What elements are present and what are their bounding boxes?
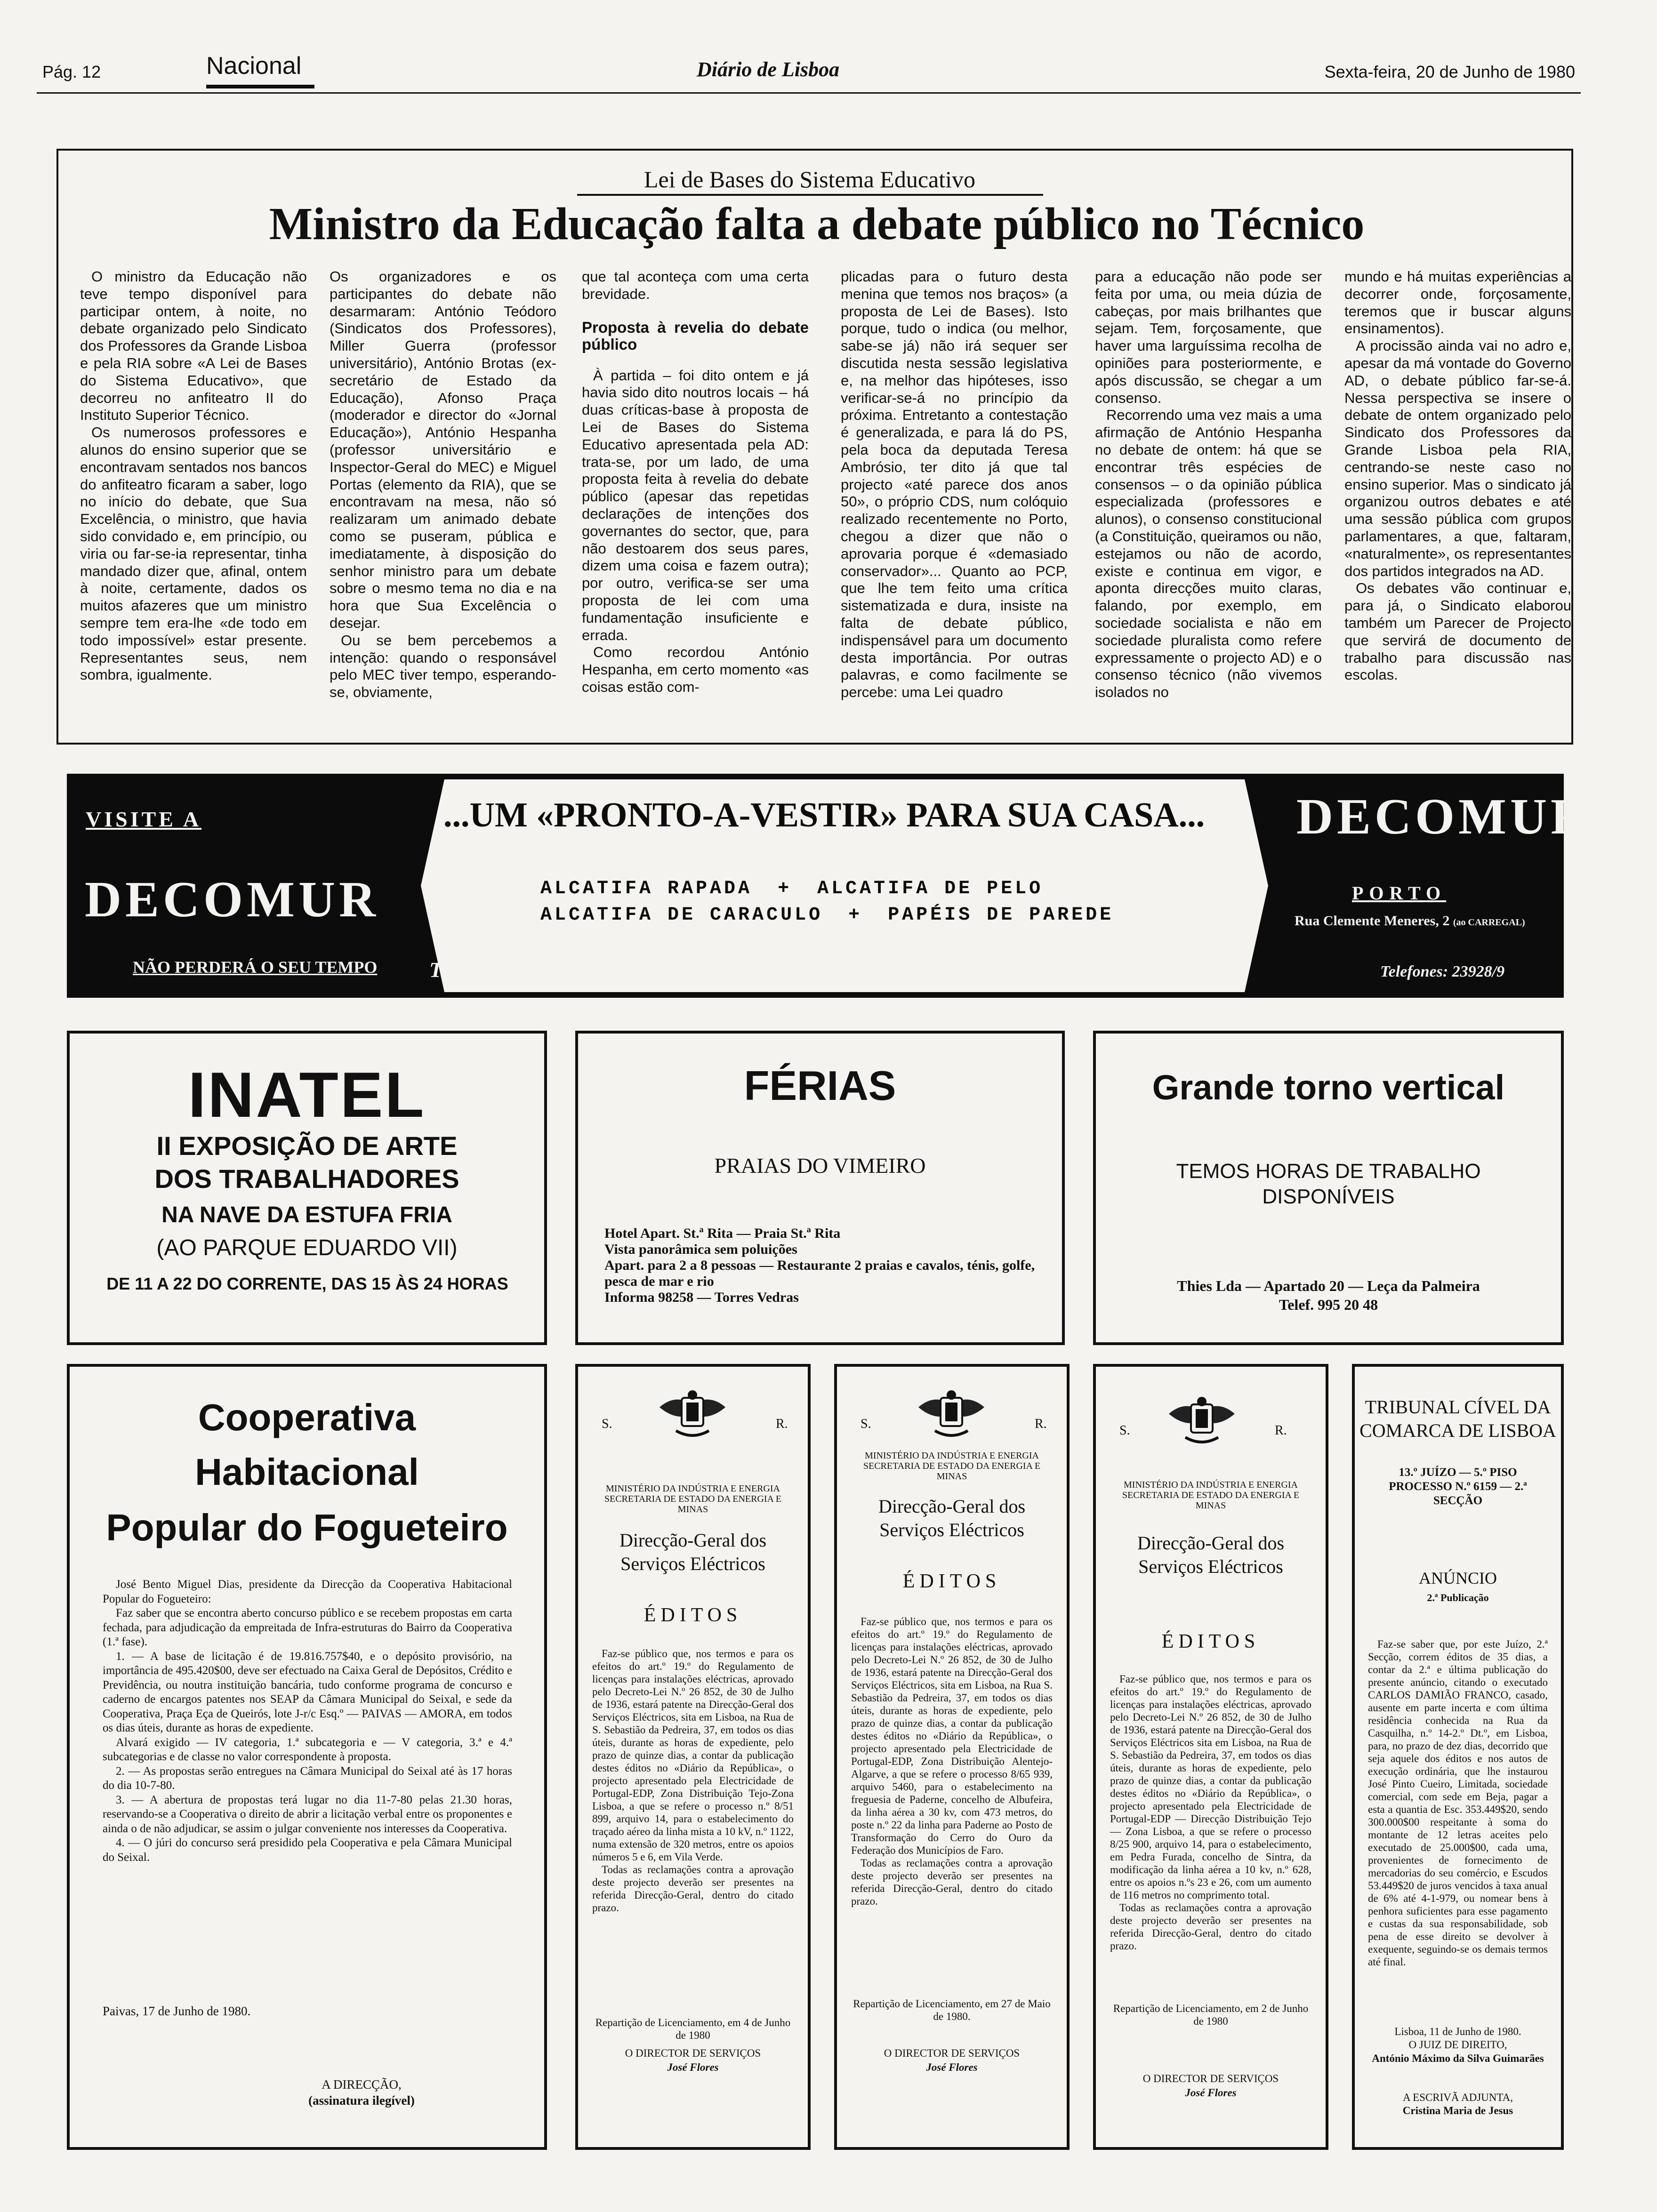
edito-rep: Repartição de Licenciamento, em 4 de Junho de 1980 [595,2017,791,2041]
edito-ministry: MINISTÉRIO DA INDÚSTRIA E ENERGIA SECRETARIA DE ESTADO DA ENERGIA E MINAS [604,1483,782,1515]
torno-line-2: DISPONÍVEIS [1262,1185,1395,1208]
edito-body [592,1647,794,2010]
coat-of-arms-icon [657,1388,728,1440]
article-column-1 [80,268,307,720]
tribunal-title-2: COMARCA DE LISBOA [1359,1420,1556,1441]
ferias-ad [575,1031,1065,1345]
edito-r: R. [1275,1423,1287,1438]
section-underline [206,85,314,88]
plus-sign: + [848,905,863,926]
section-title: Nacional [206,52,302,80]
address-text: Rua Clemente Meneres, 2 [1295,913,1450,929]
coop-place-date: Paivas, 17 de Junho de 1980. [103,2004,251,2018]
coop-notice [67,1364,547,2150]
page-number: Pág. 12 [42,62,101,81]
tribunal-anuncio: ANÚNCIO [1419,1569,1497,1587]
article-paragraph: A procissão ainda vai no adro e, apesar da má vontade do Governo AD, o debate público far-se-á. Nessa perspectiva se insere o debate de ontem organizado pelo Sindicato dos Professores da Grande Lisboa pela RIA, centrando-se neste caso no ensino superior. Mas o sindicato já organizou outros debates e até uma sessão pública com grupos parlamentares, a que, faltaram, «naturalmente», os representantes dos partidos integrados na AD. [1344,337,1571,579]
edito-title: ÉDITOS [902,1571,1001,1592]
banner-phone: Telefones: 23928/9 [1380,963,1505,980]
coop-title-2: Habitacional [195,1451,419,1493]
torno-line-1: TEMOS HORAS DE TRABALHO [1176,1160,1481,1183]
article-paragraph: Como recordou António Hespanha, em certo momento «as coisas estão com- [582,644,809,695]
product-alcatifa-pelo: ALCATIFA DE PELO [817,878,1044,899]
address-note: (ao CARREGAL) [1453,917,1525,928]
edito-r: R. [1035,1417,1047,1431]
article-column-5 [1095,268,1322,720]
inatel-title: INATEL [188,1059,426,1130]
plus-sign: + [778,878,792,899]
banner-line-2 [540,905,1114,926]
masthead: Diário de Lisboa [697,58,840,81]
product-alcatifa-caraculo: ALCATIFA DE CARACULO [540,905,823,926]
product-papeis-parede: PAPÉIS DE PAREDE [888,905,1114,926]
banner-bottom: TUDO AOS MELHORES PREÇOS DO MERCADO [429,958,1133,982]
ferias-title: FÉRIAS [744,1062,896,1109]
edito-body [1110,1673,1311,1993]
edito-body [851,1615,1053,1992]
article-paragraph: para a educação não pode ser feita por uma, ou meia dúzia de cabeças, por mais brilhantes que sejam. Tem, forçosamente, que haver uma larguíssima recolha de opiniões para posteriormente, e após discussão, se chegar a um consenso. [1095,268,1322,406]
coop-para: Alvará exigido — IV categoria, 1.ª subcategoria e — V categoria, 3.ª e 4.ª subcategorias e de classe no valor correspondente à proposta. [103,1736,512,1763]
coop-para: Faz saber que se encontra aberto concurso público e se recebem propostas em carta fechada, para adjudicação da empreitada de Infra-estruturas do Bairro da Cooperativa (1.ª fase). [103,1607,512,1648]
edito-notice-3 [1093,1364,1328,2150]
ferias-subtitle: PRAIAS DO VIMEIRO [714,1154,926,1178]
edito-dg: Direcção-Geral dos Serviços Eléctricos [1137,1532,1285,1577]
header-rule [37,92,1581,94]
edito-para: Todas as reclamações contra a aprovação deste projecto deverão ser presentes na referida Direcção-Geral, dentro do citado prazo. [592,1864,794,1914]
tribunal-notice [1352,1364,1564,2150]
article-paragraph: À partida – foi dito ontem e já havia sido dito noutros locais – há duas críticas-base à proposta de Lei de Bases do Sistema Educativo apresentada pela AD: trata-se, por um lado, de uma proposta feita à revelia do debate público (apesar das repetidas declarações de intenções dos governantes do sector, que, para não destoarem dos seus pares, dizem uma coisa e fazem outra); por outro, verifica-se ser uma proposta de lei com uma fundamentação insuficiente e errada. [582,367,809,643]
edito-para: Faz-se público que, nos termos e para os efeitos do art.º 19.º do Regulamento de licenças para instalações eléctricas, aprovado pelo Decreto-Lei N.º 26 852, de 30 de Julho de 1936, estará patente na Direcção-Geral dos Serviços Eléctricos, sita em Lisboa, na Rua S. Sebastião da Pedreira, 37, em todos os dias úteis, durante as horas de expediente, pelo prazo de quinze dias, a contar da publicação destes éditos no «Diário da República», o projecto apresentado pela Electricidade de Portugal-EDP, Zona Distribuição Alentejo-Algarve, a que se refere o processo 8/65 939, arquivo 5460, para o estabelecimento na freguesia de Paderne, concelho de Albufeira, da linha aérea a 30 kv, com 473 metros, do poste n.º 22 da linha para Paderne ao Posto de Transformação do Cerro do Ouro da Federação dos Municípios de Faro. [851,1616,1053,1856]
banner-slogan: ...UM «PRONTO-A-VESTIR» PARA SUA CASA... [443,796,1205,834]
coop-sign: A DIRECÇÃO, [322,2077,402,2092]
edito-title: ÉDITOS [1161,1631,1260,1652]
edito-notice-2 [834,1364,1070,2150]
tribunal-body [1368,1638,1548,2019]
torno-ad [1093,1031,1564,1345]
article-column-6 [1344,268,1571,720]
banner-address [1295,913,1525,929]
tribunal-judge: António Máximo da Silva Guimarães [1372,2052,1544,2064]
tribunal-clerk: Cristina Maria de Jesus [1402,2105,1513,2116]
article-paragraph: mundo e há muitas experiências a decorrer onde, forçosamente, teremos que ir buscar alguns ensinamentos). [1344,268,1571,337]
tribunal-judge-title: O JUIZ DE DIREITO, [1408,2039,1507,2051]
banner-line-1 [540,878,1043,899]
coat-of-arms-icon [1166,1395,1237,1447]
article-headline: Ministro da Educação falta a debate público no Técnico [269,199,1365,249]
coop-body [103,1578,512,1945]
edito-rep: Repartição de Licenciamento, em 2 de Junho de 1980 [1113,2003,1309,2027]
coat-of-arms-icon [916,1388,987,1440]
edito-name: José Flores [1185,2087,1237,2099]
banner-brand-left: DECOMUR [85,872,379,928]
tribunal-para: Faz-se saber que, por este Juízo, 2.ª Secção, correm éditos de 35 dias, a contar da 2.ª e última publicação do presente anúncio, citando o executado CARLOS DAMIÃO FRANCO, casado, ausente em parte incerta e com última residência conhecida na Rua da Casquilha, n.º 14-2.º Dt.º, em Lisboa, para, no prazo de dez dias, decorrido que seja aquele dos éditos e nos autos de execução ordinária, que lhe instaurou José Pinto Cueiro, Limitada, sociedade comercial, com sede em Beja, pagar a esta a quantia de Esc. 353.449$20, sendo 300.000$00 respeitante à soma do montante de 12 letras aceites pelo executado de 25.000$00, cada uma, provenientes de fornecimento de mercadorias do seu comércio, e Escudos 53.449$20 de juros vencidos à taxa anual de 6% até 4-1-979, ou nomear bens à penhora suficientes para esse pagamento e custas da sua responsabilidade, sob pena de esse direito se devolver à exequente, seguindo-se os demais termos até final. [1368,1638,1548,1968]
banner-no-lose: NÃO PERDERÁ O SEU TEMPO [133,958,378,977]
edito-para: Faz-se público que, nos termos e para os efeitos do art.º 19.º do Regulamento de licenças para instalações eléctricas, aprovado pelo Decreto-Lei N.º 26 852, de 30 de Julho de 1936, estará patente na Direcção-Geral dos Serviços Eléctricos sita em Lisboa, na Rua de S. Sebastião da Pedreira, 37, em todos os dias úteis, durante as horas de expediente, pelo prazo de quinze dias, a contar da publicação destes éditos no «Diário da República», o projecto apresentado pela Electricidade de Portugal-EDP — Direcção Distribuição Tejo — Zona Lisboa, a que se refere o processo 8/25 900, arquivo 14, para o estabelecimento, em Pedra Furada, concelho de Sintra, da modificação da linha aérea a 10 kv, n.º 628, entre os apoios n.ºs 23 e 26, com um aumento de 116 metros no comprimento total. [1110,1673,1311,1901]
article-column-3 [582,268,809,720]
article-paragraph: Os organizadores e os participantes do debate não desarmaram: António Teódoro (Sindicatos dos Professores), Miller Guerra (professor universitário), António Brotas (ex-secretário de Estado da Educação), Afonso Praça (moderador e director do «Jornal Educação»), António Hespanha (professor universitário e Inspector-Geral do MEC) e Miguel Portas (elemento da RIA), que se encontravam na mesa, não só realizaram um animado debate como se puseram, pública e imediatamente, à disposição do senhor ministro para um debate sobre o mesmo tema no dia e na hora que Sua Excelência o desejar. [330,268,556,631]
product-alcatifa-rapada: ALCATIFA RAPADA [540,878,753,899]
ferias-details [604,1226,1038,1306]
tribunal-date: Lisboa, 11 de Junho de 1980. [1394,2026,1521,2037]
tribunal-clerk-title: A ESCRIVÃ ADJUNTA, [1403,2092,1513,2103]
article-paragraph: O ministro da Educação não teve tempo disponível para participar ontem, à noite, no debate organizado pelo Sindicato dos Professores da Grande Lisboa e pela RIA sobre «A Lei de Bases do Sistema Educativo», que decorreu no anfiteatro II do Instituto Superior Técnico. [80,268,307,424]
edito-notice-1 [575,1364,811,2150]
ferias-view: Vista panorâmica sem poluições [604,1242,797,1257]
edito-dg: Direcção-Geral dos Serviços Eléctricos [878,1496,1026,1540]
page-date: Sexta-feira, 20 de Junho de 1980 [1324,62,1575,81]
ferias-hotel: Hotel Apart. St.ª Rita — Praia St.ª Rita [604,1226,841,1241]
tribunal-sub: 13.º JUÍZO — 5.º PISO PROCESSO N.º 6159 — 2.ª SECÇÃO [1389,1466,1527,1507]
edito-sign: O DIRECTOR DE SERVIÇOS [625,2047,761,2059]
edito-name: José Flores [667,2061,719,2073]
inatel-line-3: NA NAVE DA ESTUFA FRIA [161,1202,452,1227]
edito-rep: Repartição de Licenciamento, em 27 de Maio de 1980. [853,1998,1051,2022]
kicker-underline [577,194,1043,196]
edito-s: S. [1119,1423,1130,1438]
article-kicker: Lei de Bases do Sistema Educativo [643,166,975,192]
article-paragraph: Ou se bem percebemos a intenção: quando o responsável pelo MEC tiver tempo, esperando-se, obviamente, [330,632,556,701]
edito-s: S. [602,1417,612,1431]
edito-sign: O DIRECTOR DE SERVIÇOS [1142,2073,1279,2084]
article-column-2 [330,268,556,720]
coop-para: 4. — O júri do concurso será presidido pela Cooperativa e pela Câmara Municipal do Seixal. [103,1836,512,1864]
edito-para: Todas as reclamações contra a aprovação deste projecto deverão ser presentes na referida Direcção-Geral, dentro do citado prazo. [1110,1902,1311,1952]
coop-para: 1. — A base de licitação é de 19.816.757$40, e o depósito provisório, na importância de 495.420$00, deve ser efectuado na Caixa Geral de Depósitos, Crédito e Previdência, ou noutra instituição bancária, tudo conforme programa de concurso e caderno de encargos patentes nos SEAP da Câmara Municipal do Seixal, e sede da Cooperativa, Praça Eça de Queirós, lote J-r/c Esq.º — PAIVAS — AMORA, em todos os dias úteis, durante as horas de expediente. [103,1650,512,1734]
inatel-ad [67,1031,547,1345]
ferias-apartments: Apart. para 2 a 8 pessoas — Restaurante 2 praias e cavalos, ténis, golfe, pesca de mar e rio [604,1258,1035,1289]
coop-title-3: Popular do Fogueteiro [106,1507,508,1548]
article-paragraph: Os numerosos professores e alunos do ensino superior que se encontravam sentados nos bancos do anfiteatro ficaram a saber, logo no início do debate, que Sua Excelência, o ministro, que havia sido convidado e, em princípio, ou viria ou far-se-ia representar, tinha mandado dizer que, afinal, ontem à noite, certamente, dados os muitos afazeres que um ministro sempre tem era-lhe «de todo em todo impossível» estar presente. Representantes seus, nem sombra, igualmente. [80,424,307,683]
coop-sign-note: (assinatura ilegível) [308,2093,415,2108]
banner-visit: VISITE A [86,807,202,831]
ferias-contact: Informa 98258 — Torres Vedras [604,1290,799,1305]
coop-para: 2. — As propostas serão entregues na Câmara Municipal do Seixal até às 17 horas do dia 10-7-80. [103,1764,512,1792]
torno-line-3: Thies Lda — Apartado 20 — Leça da Palmeira [1177,1277,1480,1294]
edito-sign: O DIRECTOR DE SERVIÇOS [884,2047,1020,2059]
edito-dg: Direcção-Geral dos Serviços Eléctricos [619,1530,767,1574]
article-subhead: Proposta à revelia do debate público [582,318,809,353]
coop-title-1: Cooperativa [198,1396,416,1438]
tribunal-title-1: TRIBUNAL CÍVEL DA [1365,1396,1551,1418]
banner-brand-right: DECOMUR [1296,789,1591,845]
article-paragraph: Os debates vão continuar e, para já, o Sindicato elaborou também um Parecer de Projecto que servirá de documento de trabalho para discussão nas escolas. [1344,580,1571,683]
tribunal-pub: 2.ª Publicação [1427,1592,1489,1603]
inatel-line-5: DE 11 A 22 DO CORRENTE, DAS 15 ÀS 24 HORAS [106,1274,508,1293]
edito-r: R. [776,1417,788,1431]
inatel-line-2: DOS TRABALHADORES [154,1164,459,1194]
article-paragraph: que tal aconteça com uma certa brevidade. [582,268,809,302]
torno-line-4: Telef. 995 20 48 [1279,1296,1378,1313]
decomur-banner [67,774,1591,998]
edito-name: José Flores [926,2061,978,2073]
banner-city: PORTO [1352,882,1447,904]
inatel-line-1: II EXPOSIÇÃO DE ARTE [156,1131,458,1161]
coop-para: José Bento Miguel Dias, presidente da Direcção da Cooperativa Habitacional Popular do Fogueteiro: [103,1578,512,1605]
article-column-4 [841,268,1068,720]
article-paragraph: plicadas para o futuro desta menina que temos nos braços» (a proposta de Lei de Bases). Isto porque, tudo o indica (ou melhor, sabe-se já) não irá sequer ser discutida nesta sessão legislativa e, na melhor das hipóteses, isso verificar-se-á no princípio da próxima. Entretanto a contestação é generalizada, e para lá do PS, pela boca da deputada Teresa Ambrósio, ter dito já que tal projecto «até parece dos anos 50», o próprio CDS, num colóquio realizado recentemente no Porto, chegou a dizer que não o aprovaria porque é «demasiado conservador»... Quanto ao PCP, que lhe tem feito uma crítica sistematizada e dura, insiste na falta de debate público, indispensável para um documento desta importância. Por outras palavras, e como facilmente se percebe: uma Lei quadro [841,268,1068,701]
edito-title: ÉDITOS [643,1604,742,1626]
edito-s: S. [861,1417,871,1431]
edito-ministry: MINISTÉRIO DA INDÚSTRIA E ENERGIA SECRETARIA DE ESTADO DA ENERGIA E MINAS [1122,1480,1300,1511]
edito-ministry: MINISTÉRIO DA INDÚSTRIA E ENERGIA SECRETARIA DE ESTADO DA ENERGIA E MINAS [863,1451,1041,1482]
torno-title: Grande torno vertical [1152,1068,1505,1107]
article-paragraph: Recorrendo uma vez mais a uma afirmação de António Hespanha no debate de ontem: há que se encontrar três espécies de consensos – o da opinião pública especializada (professores e alunos), o consenso constitucional (a Constituição, queiramos ou não, estejamos ou não de acordo, existe e continua em vigor, e aponta direcções muito claras, falando, por exemplo, em sociedade socialista e não em sociedade pluralista como refere expressamente o projecto AD) e o consenso técnico (não vivemos isolados no [1095,407,1322,701]
inatel-line-4: (AO PARQUE EDUARDO VII) [156,1235,458,1260]
edito-para: Todas as reclamações contra a aprovação deste projecto deverão ser presentes na referida Direcção-Geral, dentro do citado prazo. [851,1857,1053,1907]
coop-para: 3. — A abertura de propostas terá lugar no dia 11-7-80 pelas 21.30 horas, reservando-se a Cooperativa o direito de abrir a licitação verbal entre os proponentes e ainda o de não adjudicar, se assim o julgar conveniente nos interesses da Cooperativa. [103,1793,512,1835]
edito-para: Faz-se público que, nos termos e para os efeitos do art.º 19.º do Regulamento de licenças para instalações eléctricas, aprovado pelo Decreto-Lei N.º 26 852, de 30 de Julho de 1936, estará patente na Direcção-Geral dos Serviços Eléctricos, sita em Lisboa, na Rua de S. Sebastião da Pedreira, 37, em todos os dias úteis, durante as horas de expediente, pelo prazo de quinze dias, a contar da publicação destes éditos no «Diário da República», o projecto apresentado pela Electricidade de Portugal-EDP, Zona Distribuição Tejo-Zona Lisboa, a que se refere o processo n.º 8/51 899, arquivo 14, para o estabelecimento do traçado aéreo da linha mista a 10 kV, n.º 1122, numa extensão de 320 metros, entre os apoios números 5 e 6, em Vila Verde. [592,1648,794,1863]
